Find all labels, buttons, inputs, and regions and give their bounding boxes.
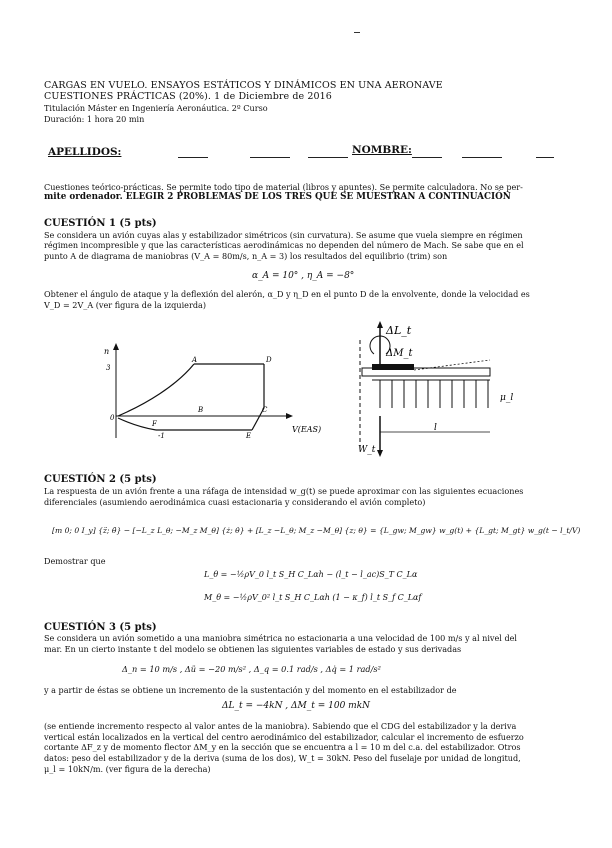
weight-label: W_t [358, 445, 376, 455]
q3-line-5: vertical están localizados en la vertical del centro aerodinámico del estabilizador, calcular el incremento de esfuerzo [44, 732, 524, 742]
nombre-field-1[interactable] [412, 157, 442, 158]
point-c-label: C [262, 406, 268, 414]
q3-line-6: cortante ΔF_z y de momento flector ΔM_y en la sección que se encuentra a l = 10 m del c.a. del estabilizador. Otros [44, 742, 521, 752]
n-axis-arrow [113, 343, 119, 350]
exam-duration: Duración: 1 hora 20 min [44, 114, 145, 124]
stall-curve-positive [118, 364, 194, 416]
origin-label: 0 [110, 414, 115, 422]
q1-line-3: punto A de diagrama de maniobras (V_A = 80m/s, n_A = 3) los resultados del equilibrio (trim) son [44, 251, 448, 261]
q3-line-8: μ_l = 10kN/m. (ver figura de la derecha) [44, 764, 211, 774]
delta-l-arrowhead [377, 321, 383, 328]
tail-load-diagram [350, 320, 535, 460]
q1-line-2: régimen incompresible y que las características aerodinámicas no dependen del número de Mach. Se sabe que en el [44, 240, 524, 250]
delta-m-label: ΔM_t [386, 348, 413, 359]
nombre-label: NOMBRE: [352, 144, 412, 156]
q2-line-3: Demostrar que [44, 556, 106, 566]
point-f-label: F [152, 420, 157, 428]
apellidos-field-2[interactable] [250, 157, 290, 158]
q1-line-4: Obtener el ángulo de ataque y la deflexión del alerón, α_D y η_D en el punto D de la envolvente, donde la velocidad es [44, 289, 530, 299]
y-tick-label: 3 [106, 364, 111, 372]
q3-eq-1: Δ_n = 10 m/s , Δü = −20 m/s² , Δ_q = 0.1 rad/s , Δq̇ = 1 rad/s² [122, 664, 381, 674]
mu-label: μ_l [500, 393, 514, 403]
distributed-load [372, 380, 490, 408]
exam-subtitle: CUESTIONES PRÁCTICAS (20%). 1 de Diciembre de 2016 [44, 91, 332, 102]
q3-line-1: Se considera un avión sometido a una maniobra simétrica no estacionaria a una velocidad de 100 m/s y al nivel del [44, 633, 518, 643]
apellidos-label: APELLIDOS: [48, 146, 122, 158]
delta-l-label: ΔL_t [386, 324, 412, 337]
point-d-label: D [266, 356, 272, 364]
length-label: l [434, 423, 437, 433]
stabilizer-block [372, 364, 414, 370]
q1-trim-equation: α_A = 10° , η_A = −8° [252, 271, 355, 281]
q2-eq-1: L_θ = −½ρV_0 l_t S_H C_Lαh − (l_t − l_ac)S_T C_Lα [204, 570, 418, 579]
q3-line-3: y a partir de éstas se obtiene un incremento de la sustentación y del momento en el estabilizador de [44, 685, 457, 695]
q2-line-2: diferenciales (asumiendo aerodinámica cuasi estacionaria y considerando el avión completo) [44, 497, 426, 507]
q3-title: CUESTIÓN 3 (5 pts) [44, 622, 157, 633]
point-b-label: B [198, 406, 204, 414]
apellidos-field-1[interactable] [178, 157, 208, 158]
top-mark [354, 32, 360, 33]
q2-line-1: La respuesta de un avión frente a una ráfaga de intensidad w_g(t) se puede aproximar con las siguientes ecuaciones [44, 486, 524, 496]
exam-degree: Titulación Máster en Ingeniería Aeronáutica. 2º Curso [44, 103, 268, 113]
v-axis-arrow [286, 413, 293, 419]
point-a-label: A [192, 356, 198, 364]
x-axis-label: V(EAS) [292, 425, 322, 434]
q3-eq-2: ΔL_t = −4kN , ΔM_t = 100 mkN [222, 701, 371, 711]
neg-label: -1 [158, 432, 165, 440]
q2-eq-2: M_θ = −½ρV_0² l_t S_H C_Lαh (1 − κ_f) l_t S_f C_Lαf [204, 593, 422, 602]
stall-curve-negative [118, 418, 156, 430]
nombre-field-2[interactable] [462, 157, 502, 158]
q1-line-5: V_D = 2V_A (ver figura de la izquierda) [44, 300, 206, 310]
q1-title: CUESTIÓN 1 (5 pts) [44, 218, 157, 229]
weight-arrowhead [377, 450, 383, 457]
point-e-label: E [246, 432, 252, 440]
q3-line-4: (se entiende incremento respecto al valor antes de la maniobra). Sabiendo que el CDG del estabilizador y la deriva [44, 721, 517, 731]
instructions-line-2: mite ordenador. ELEGIR 2 PROBLEMAS DE LOS TRES QUE SE MUESTRAN A CONTINUACIÓN [44, 192, 511, 202]
y-axis-label: n [104, 347, 110, 356]
q1-line-1: Se considera un avión cuyas alas y estabilizador simétricos (sin curvatura). Se asume que vuela siempre en régimen [44, 230, 523, 240]
q2-title: CUESTIÓN 2 (5 pts) [44, 474, 157, 485]
q3-line-2: mar. En un cierto instante t del modelo se obtienen las siguientes variables de estado y sus derivadas [44, 644, 462, 654]
nombre-field-3[interactable] [536, 157, 554, 158]
apellidos-field-3[interactable] [308, 157, 348, 158]
instructions-line-1: Cuestiones teórico-prácticas. Se permite todo tipo de material (libros y apuntes). Se permite calculadora. No se per- [44, 182, 523, 192]
exam-title: CARGAS EN VUELO. ENSAYOS ESTÁTICOS Y DINÁMICOS EN UNA AERONAVE [44, 80, 443, 91]
q2-matrix-equation: [m 0; 0 I_y] {z̈; θ̈} − [−L_z L_θ; −M_z M_θ] {ż; θ̇} + [L_z −L_θ; M_z −M_θ] {z; θ} = {L_gw; M_gw} w_g(t) + {L_gt; M_gt} w_g(t − l_t/V) [52, 526, 581, 535]
maneuver-diagram [96, 338, 346, 448]
q3-line-7: datos: peso del estabilizador y de la deriva (suma de los dos), W_t = 30kN. Peso del fuselaje por unidad de longitud, [44, 753, 521, 763]
